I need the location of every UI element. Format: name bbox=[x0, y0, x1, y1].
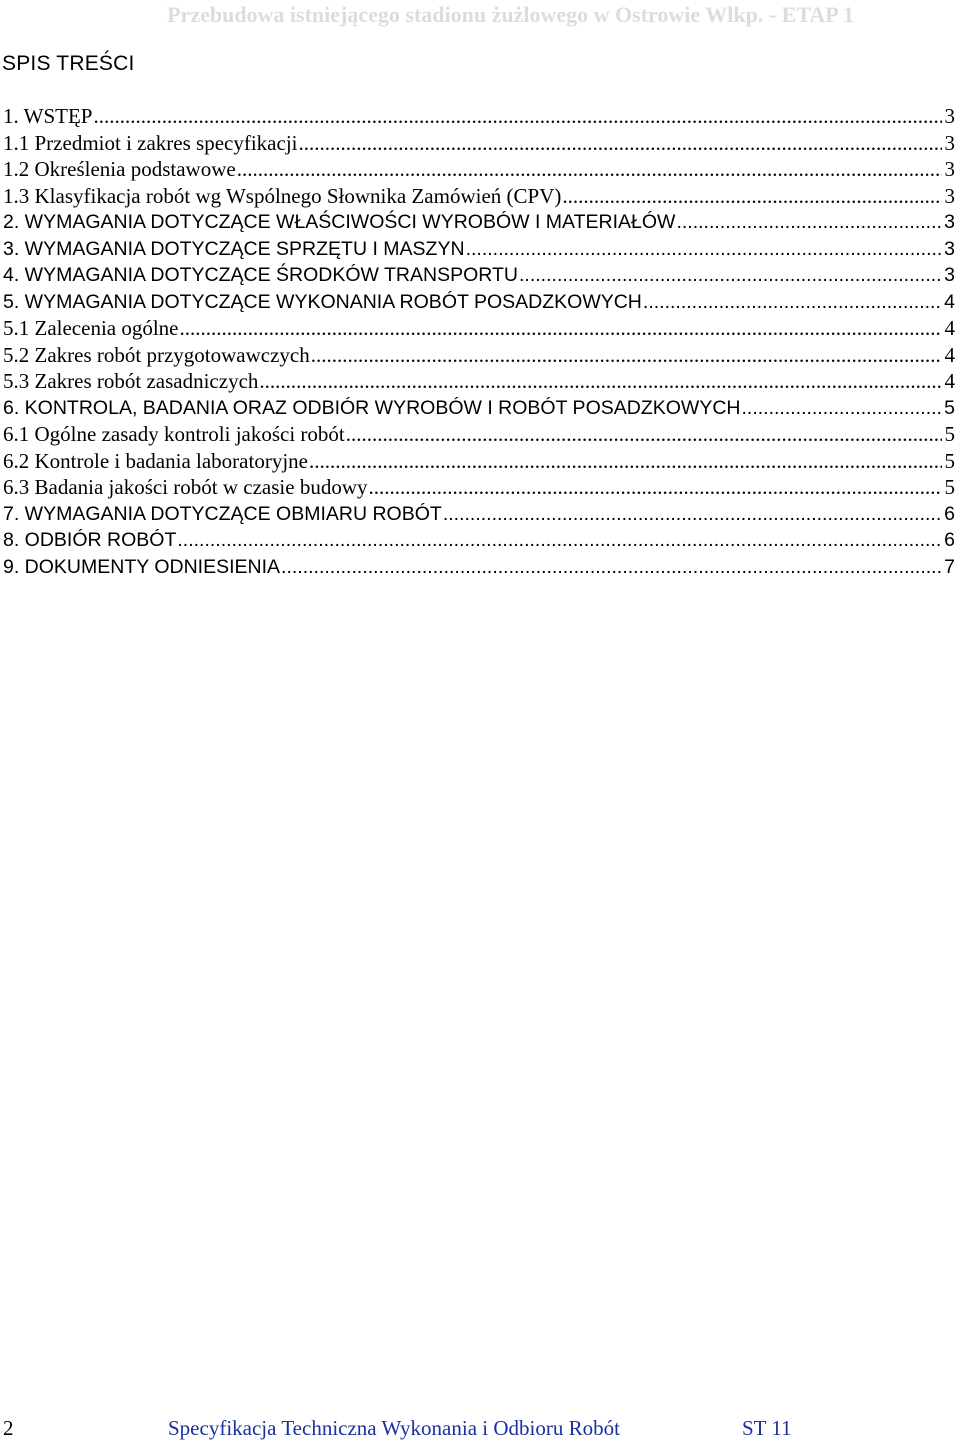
toc-entry-page: 5 bbox=[944, 396, 955, 419]
toc-entry-page: 7 bbox=[944, 555, 955, 578]
toc-entry-page: 5 bbox=[944, 448, 955, 473]
toc-entry-page: 6 bbox=[944, 502, 955, 525]
toc-entry-page: 3 bbox=[944, 130, 955, 155]
toc-entry-page: 3 bbox=[944, 157, 955, 181]
page-footer bbox=[0, 1416, 960, 1446]
toc-entry-page: 4 bbox=[944, 290, 955, 313]
document-header-title: Przebudowa istniejącego stadionu żużlowego w Ostrowie Wlkp. - ETAP 1 bbox=[167, 2, 854, 27]
toc-entry[interactable] bbox=[3, 236, 955, 263]
toc-heading: SPIS TREŚCI bbox=[2, 52, 135, 75]
toc-leader-dots bbox=[369, 474, 942, 501]
toc-entry[interactable] bbox=[3, 183, 955, 210]
toc-leader-dots bbox=[311, 342, 942, 369]
toc-entry[interactable] bbox=[3, 289, 955, 316]
toc-entry-text: 5.3 Zakres robót zasadniczych bbox=[3, 369, 259, 393]
toc-entry-page: 3 bbox=[944, 237, 955, 260]
toc-entry-page: 3 bbox=[944, 264, 955, 286]
toc-entry-page: 3 bbox=[944, 183, 955, 208]
toc-entry[interactable] bbox=[3, 501, 955, 528]
toc-leader-dots bbox=[180, 315, 942, 342]
toc-entry-text: 7. WYMAGANIA DOTYCZĄCE OBMIARU ROBÓT bbox=[3, 502, 442, 525]
toc-entry[interactable] bbox=[3, 474, 955, 501]
toc-leader-dots bbox=[309, 448, 942, 475]
toc-leader-dots bbox=[562, 183, 941, 210]
toc-leader-dots bbox=[237, 156, 942, 183]
toc-entry-page: 4 bbox=[944, 369, 955, 393]
toc-entry-page: 3 bbox=[944, 104, 955, 128]
toc-entry-text: 5. WYMAGANIA DOTYCZĄCE WYKONANIA ROBÓT POSADZKOWYCH bbox=[3, 290, 642, 313]
toc-entry[interactable] bbox=[3, 368, 955, 395]
toc-leader-dots bbox=[676, 209, 941, 236]
toc-leader-dots bbox=[346, 421, 942, 448]
toc-entry[interactable] bbox=[3, 342, 955, 369]
toc-entry-text: 2. WYMAGANIA DOTYCZĄCE WŁAŚCIWOŚCI WYROBÓW I MATERIAŁÓW bbox=[3, 211, 676, 233]
toc-entry-text: 5.1 Zalecenia ogólne bbox=[3, 316, 179, 340]
toc-entry-text: 8. ODBIÓR ROBÓT bbox=[3, 529, 177, 551]
toc-entry-text: 5.2 Zakres robót przygotowawczych bbox=[3, 342, 310, 367]
toc-leader-dots bbox=[519, 262, 941, 289]
toc-entry-text: 1.2 Określenia podstawowe bbox=[3, 157, 236, 181]
toc-entry-text: 1. WSTĘP bbox=[3, 104, 93, 128]
toc-entry-page: 5 bbox=[944, 475, 955, 499]
toc-list bbox=[3, 103, 955, 580]
toc-entry[interactable] bbox=[3, 448, 955, 475]
toc-leader-dots bbox=[643, 289, 941, 316]
footer-page-number: 2 bbox=[3, 1416, 14, 1440]
toc-entry[interactable] bbox=[3, 103, 955, 130]
toc-leader-dots bbox=[177, 527, 941, 554]
toc-entry[interactable] bbox=[3, 130, 955, 157]
toc-entry-page: 6 bbox=[944, 529, 955, 551]
toc-entry[interactable] bbox=[3, 262, 955, 289]
toc-leader-dots bbox=[443, 501, 941, 528]
toc-entry[interactable] bbox=[3, 527, 955, 554]
toc-entry-text: 3. WYMAGANIA DOTYCZĄCE SPRZĘTU I MASZYN bbox=[3, 237, 465, 260]
toc-entry[interactable] bbox=[3, 554, 955, 581]
toc-entry[interactable] bbox=[3, 209, 955, 236]
toc-entry-text: 6.1 Ogólne zasady kontroli jakości robót bbox=[3, 422, 345, 446]
toc-leader-dots bbox=[466, 236, 942, 263]
toc-entry-page: 4 bbox=[944, 316, 955, 340]
footer-document-title: Specyfikacja Techniczna Wykonania i Odbioru Robót bbox=[168, 1416, 620, 1440]
toc-entry[interactable] bbox=[3, 156, 955, 183]
toc-entry-page: 5 bbox=[944, 422, 955, 446]
toc-entry[interactable] bbox=[3, 395, 955, 422]
toc-leader-dots bbox=[93, 103, 941, 130]
toc-entry[interactable] bbox=[3, 315, 955, 342]
toc-entry-text: 6. KONTROLA, BADANIA ORAZ ODBIÓR WYROBÓW I ROBÓT POSADZKOWYCH bbox=[3, 396, 741, 419]
toc-entry-text: 6.3 Badania jakości robót w czasie budowy bbox=[3, 475, 368, 499]
toc-entry[interactable] bbox=[3, 421, 955, 448]
toc-entry-page: 4 bbox=[944, 342, 955, 367]
footer-spec-code: ST 11 bbox=[742, 1416, 792, 1440]
toc-entry-page: 3 bbox=[944, 211, 955, 233]
toc-leader-dots bbox=[281, 554, 941, 581]
toc-entry-text: 1.1 Przedmiot i zakres specyfikacji bbox=[3, 130, 298, 155]
toc-leader-dots bbox=[298, 130, 941, 157]
toc-entry-text: 1.3 Klasyfikacja robót wg Wspólnego Słownika Zamówień (CPV) bbox=[3, 183, 562, 208]
toc-entry-text: 4. WYMAGANIA DOTYCZĄCE ŚRODKÓW TRANSPORTU bbox=[3, 264, 519, 286]
toc-leader-dots bbox=[259, 368, 941, 395]
toc-entry-text: 6.2 Kontrole i badania laboratoryjne bbox=[3, 448, 308, 473]
toc-entry-text: 9. DOKUMENTY ODNIESIENIA bbox=[3, 555, 281, 578]
toc-leader-dots bbox=[742, 395, 942, 422]
